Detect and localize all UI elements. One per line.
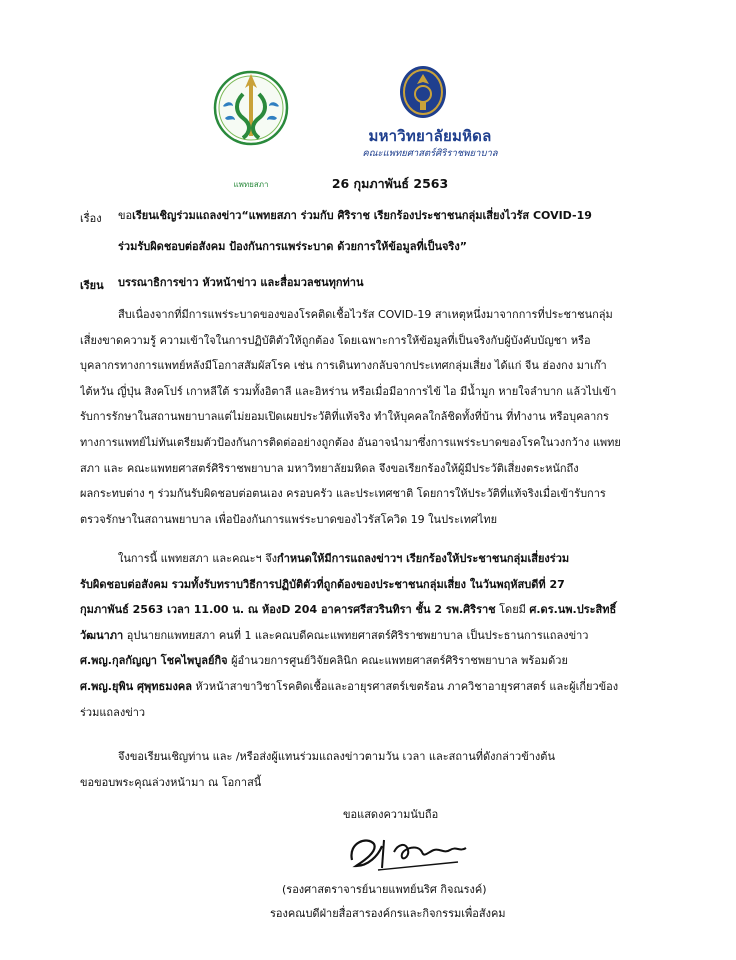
paragraph-1-line: ตรวจรักษาในสถานพยาบาล เพื่อป้องกันการแพร่ระบาดของไวรัสโควิด 19 ในประเทศไทย <box>80 512 498 526</box>
p2-text: โดยมี <box>495 603 530 617</box>
subject-text-1: เรียนเชิญร่วมแถลงข่าว“แพทยสภา ร่วมกับ ศิริราช เรียกร้องประชาชนกลุ่มเสี่ยงไวรัส COVID-19 <box>132 209 592 222</box>
paragraph-1-line: ไต้หวัน ญี่ปุ่น สิงคโปร์ เกาหลีใต้ รวมทั้งอิตาลี และอิหร่าน หรือเมื่อมีอาการไข้ ไอ มีน้ำมูก หายใจลำบาก แล้วไปเข้า <box>80 384 617 398</box>
closing-text: ขอแสดงความนับถือ <box>343 808 439 821</box>
paragraph-1-line: เสี่ยงขาดความรู้ ความเข้าใจในการปฏิบัติตัวให้ถูกต้อง โดยเฉพาะการให้ข้อมูลที่เป็นจริงกับผู้บังคับบัญชา หรือ <box>80 333 591 347</box>
p2-text-bold: ศ.พญ.กุลกัญญา โชคไพบูลย์กิจ <box>80 654 228 668</box>
subject-line-1 <box>118 208 718 224</box>
paragraph-2-line: รับผิดชอบต่อสังคม รวมทั้งรับทราบวิธีการปฏิบัติตัวที่ถูกต้องของประชาชนกลุ่มเสี่ยง ในวันพฤหัสบดีที่ 27 <box>80 577 565 591</box>
p2-text: ผู้อำนวยการศูนย์วิจัยคลินิก คณะแพทยศาสตร์ศิริราชพยาบาล พร้อมด้วย <box>227 654 568 668</box>
p2-text: อุปนายกแพทยสภา คนที่ 1 และคณบดีคณะแพทยศาสตร์ศิริราชพยาบาล เป็นประธานการแถลงข่าว <box>123 628 589 642</box>
p2-text-bold: กุมภาพันธ์ 2563 เวลา 11.00 น. ณ ห้องD 204 อาคารศรีสวรินทิรา ชั้น 2 รพ.ศิริราช <box>80 603 496 617</box>
paragraph-2 <box>80 546 680 725</box>
paragraph-1-line: รับการรักษาในสถานพยาบาลแต่ไม่ยอมเปิดเผยประวัติที่แท้จริง ทำให้บุคคลใกล้ชิดทั้งที่บ้าน ที่ทำงาน หรือบุคลากร <box>80 410 609 424</box>
paragraph-3 <box>80 744 680 795</box>
paragraph-2-line <box>80 597 680 623</box>
to-label: เรียน <box>80 279 104 292</box>
paragraph-1-line: สภา และ คณะแพทยศาสตร์ศิริราชพยาบาล มหาวิทยาลัยมหิดล จึงขอเรียกร้องให้ผู้มีประวัติเสี่ยงตระหนักถึง <box>80 461 579 475</box>
p2-text-bold: กำหนดให้มีการแถลงข่าวฯ เรียกร้องให้ประชาชนกลุ่มเสี่ยงร่วม <box>277 552 570 565</box>
paragraph-1-line: ผลกระทบต่าง ๆ ร่วมกันรับผิดชอบต่อตนเอง ครอบครัว และประเทศชาติ โดยการให้ประวัติที่แท้จริงเมื่อเข้ารับการ <box>80 487 606 501</box>
p2-text: ในการนี้ แพทยสภา และคณะฯ จึง <box>118 552 278 565</box>
subject-prefix: ขอ <box>118 209 133 222</box>
mahidol-university-name: มหาวิทยาลัยมหิดล <box>368 127 492 145</box>
subject-line-2: ร่วมรับผิดชอบต่อสังคม ป้องกันการแพร่ระบาด ด้วยการให้ข้อมูลที่เป็นจริง” <box>118 240 467 253</box>
paragraph-2-line <box>80 623 680 649</box>
paragraph-2-line: ร่วมแถลงข่าว <box>80 705 146 719</box>
document-date: 26 กุมภาพันธ์ 2563 <box>331 176 449 191</box>
paragraph-2-line <box>80 546 680 572</box>
mahidol-university-logo <box>398 64 448 120</box>
paragraph-1-line: ทางการแพทย์ไม่ทันเตรียมตัวป้องกันการติดต่ออย่างถูกต้อง อันอาจนำมาซึ่งการแพร่ระบาดของโรคในวงกว้าง แพทย <box>80 435 621 449</box>
medical-council-logo-text: แพทยสภา <box>233 180 269 189</box>
subject-label: เรื่อง <box>80 212 102 225</box>
paragraph-1-line: บุคลากรทางการแพทย์หลังมีโอกาสสัมผัสโรค เช่น การเดินทางกลับจากประเทศกลุ่มเสี่ยง ได้แก่ จีน ฮ่องกง มาเก๊า <box>80 359 607 373</box>
paragraph-3-line: ขอขอบพระคุณล่วงหน้ามา ณ โอกาสนี้ <box>80 775 262 789</box>
p2-text: หัวหน้าสาขาวิชาโรคติดเชื้อและอายุรศาสตร์เขตร้อน ภาควิชาอายุรศาสตร์ และผู้เกี่ยวข้อง <box>191 679 619 693</box>
medical-council-logo <box>213 58 289 180</box>
paragraph-3-line: จึงขอเรียนเชิญท่าน และ /หรือส่งผู้แทนร่วมแถลงข่าวตามวัน เวลา และสถานที่ดังกล่าวข้างต้น <box>118 750 555 763</box>
p2-text-bold: ศ.ดร.นพ.ประสิทธิ์ <box>529 603 617 617</box>
signer-name: (รองศาสตราจารย์นายแพทย์นริศ กิจณรงค์) <box>282 883 487 896</box>
siriraj-faculty-name: คณะแพทยศาสตร์ศิริราชพยาบาล <box>362 148 498 159</box>
paragraph-1 <box>80 302 680 532</box>
p2-text-bold: วัฒนาภา <box>80 628 124 642</box>
signature-image <box>338 822 473 877</box>
paragraph-2-line <box>80 674 680 700</box>
p2-text-bold: ศ.พญ.ยุพิน ศุพุทธมงคล <box>80 679 192 693</box>
paragraph-1-line: สืบเนื่องจากที่มีการแพร่ระบาดของของโรคติดเชื้อไวรัส COVID-19 สาเหตุหนึ่งมาจากการที่ประชาชนกลุ่ม <box>118 308 613 321</box>
to-recipients: บรรณาธิการข่าว หัวหน้าข่าว และสื่อมวลชนทุกท่าน <box>118 276 364 289</box>
signer-title: รองคณบดีฝ่ายสื่อสารองค์กรและกิจกรรมเพื่อสังคม <box>270 907 506 920</box>
paragraph-2-line <box>80 648 680 674</box>
